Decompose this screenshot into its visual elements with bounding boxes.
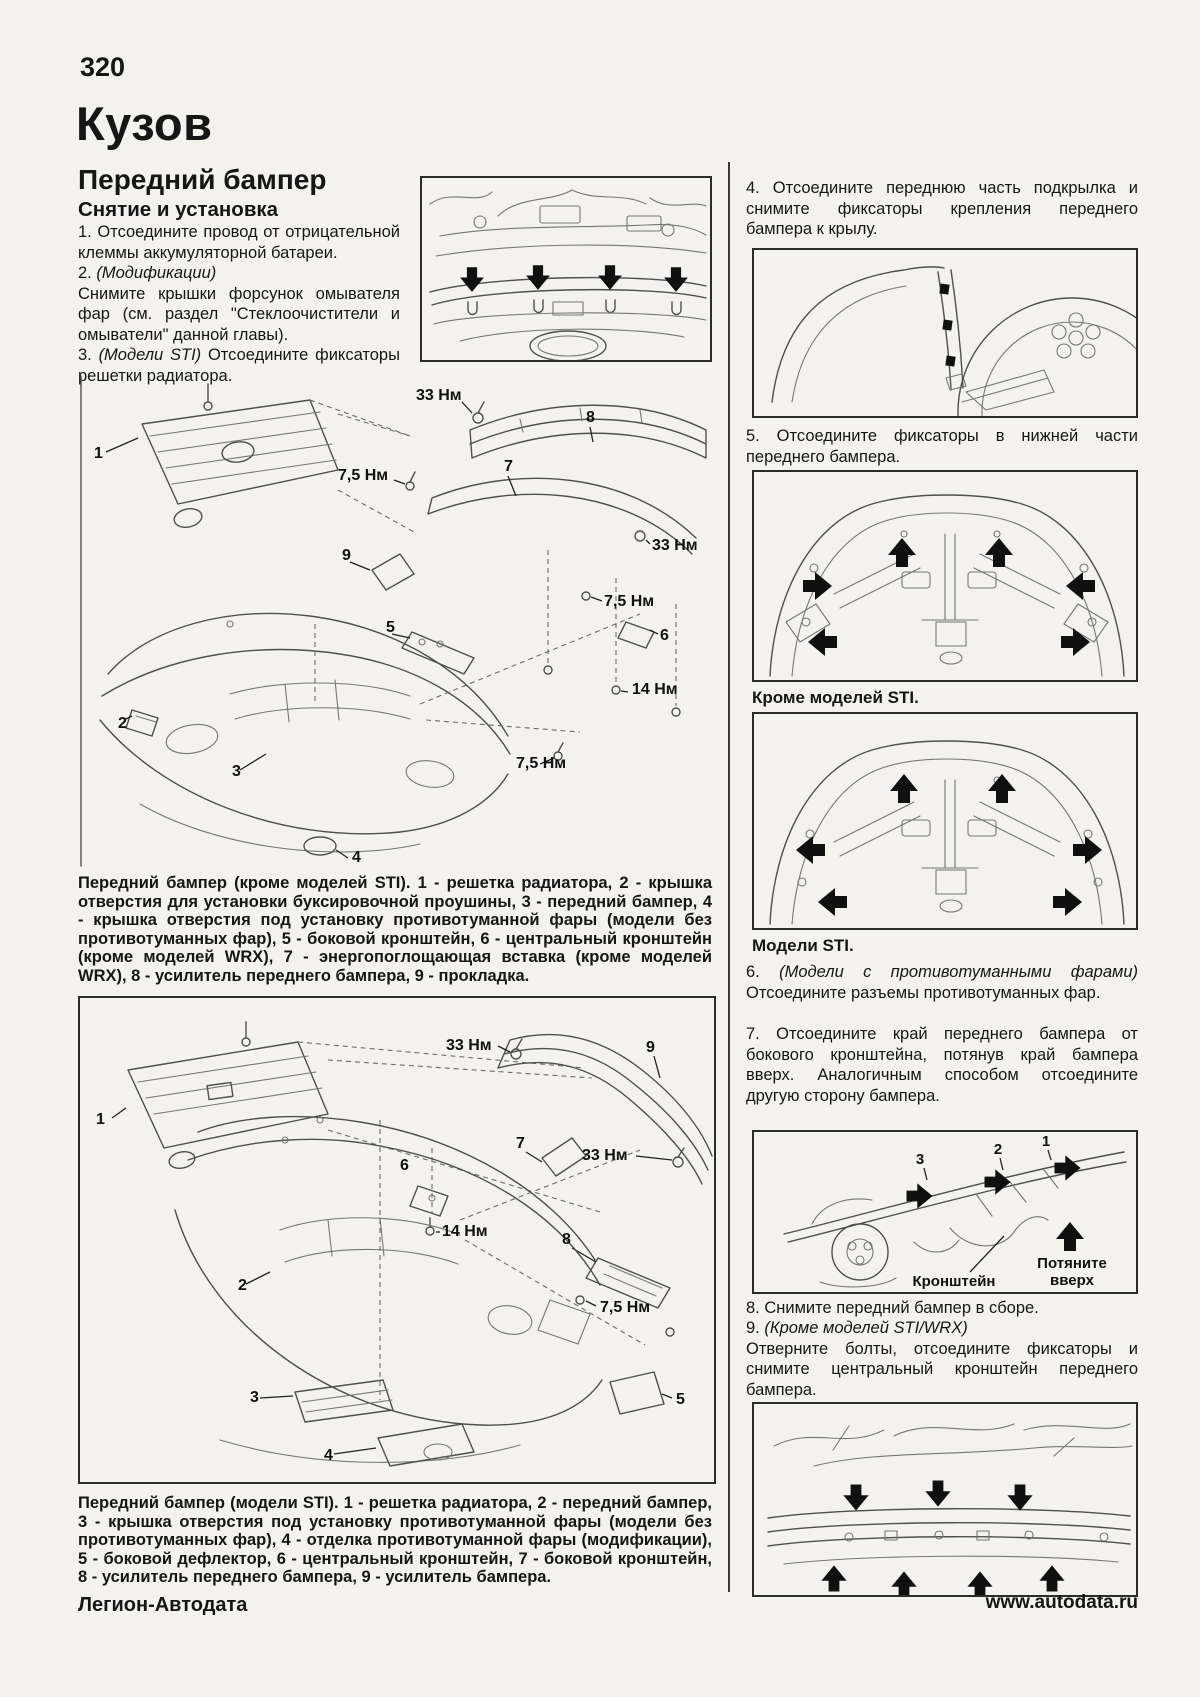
- clip-arrow-icon: [988, 774, 1016, 803]
- step-9-number: 9.: [746, 1319, 765, 1337]
- grille-clips-diagram: [422, 178, 710, 360]
- figure-label: 2: [238, 1277, 247, 1294]
- figure-label: 33 Нм: [652, 537, 698, 554]
- chapter-title: Кузов: [76, 97, 213, 150]
- figure-bracket: [752, 1130, 1138, 1294]
- clip-arrow-icon: [526, 265, 550, 290]
- figure-label: 5: [676, 1391, 685, 1408]
- step-6: [746, 962, 1138, 1003]
- figure-center-bracket: [752, 1402, 1138, 1597]
- step-7: 7. Отсоедините край переднего бампера от бокового кронштейна, потянув край бампера вверх. Аналогичным способом отсоедините другую сторону бампера.: [746, 1025, 1138, 1105]
- figure-label: 7,5 Нм: [338, 467, 389, 484]
- wheel-arch-diagram: [754, 250, 1136, 416]
- step-3-condition: (Модели STI): [98, 346, 202, 364]
- figure-wheel-arch: [752, 248, 1138, 418]
- figure-label: 3: [915, 1151, 925, 1168]
- figure-label: 7,5 Нм: [600, 1299, 651, 1316]
- figure-label: 1: [96, 1111, 105, 1128]
- pull-arrow-icon: [907, 1183, 933, 1208]
- figure-label: 8: [586, 409, 595, 426]
- figure-exploded-non-sti: [80, 372, 716, 870]
- clip-arrow-icon: [1073, 836, 1102, 864]
- clip-arrow-icon: [796, 836, 825, 864]
- left-steps: [78, 222, 400, 386]
- clip-arrow-icon: [460, 267, 484, 292]
- figure-label: Потяните: [1037, 1255, 1107, 1272]
- figure-label: 6: [400, 1157, 409, 1174]
- caption-sti: Модели STI.: [752, 936, 854, 955]
- page-number: 320: [80, 52, 126, 82]
- figure-exploded-sti: [78, 996, 716, 1484]
- figure-label: 33 Нм: [446, 1037, 492, 1054]
- clip-arrow-icon: [925, 1481, 950, 1507]
- clip-arrow-icon: [821, 1565, 846, 1591]
- figure-label: 33 Нм: [582, 1147, 628, 1164]
- figure-label: 7: [504, 458, 513, 475]
- subsection-title: Снятие и установка: [78, 198, 279, 221]
- step-3-text: Отсоедините фиксаторы решетки радиатора.: [78, 346, 400, 385]
- figure-label: 1: [1041, 1133, 1051, 1150]
- exploded-non-sti-diagram: [80, 372, 716, 870]
- clip-arrow-icon: [1039, 1565, 1064, 1591]
- column-divider: [728, 162, 730, 1592]
- clip-arrow-icon: [803, 572, 832, 600]
- underbody-non-sti-diagram: [754, 472, 1136, 680]
- step-6-condition: (Модели с противотуманными фарами): [779, 963, 1138, 981]
- step-1: 1. Отсоедините провод от отрицательной клеммы аккумуляторной батареи.: [78, 223, 400, 262]
- step-9-condition: (Кроме моделей STI/WRX): [764, 1319, 968, 1337]
- clip-arrow-icon: [664, 267, 688, 292]
- pull-up-arrow-icon: [1056, 1222, 1084, 1251]
- step-5: 5. Отсоедините фиксаторы в нижней части переднего бампера.: [746, 427, 1138, 466]
- figure-label: 9: [646, 1039, 655, 1056]
- step-2-condition: (Модификации): [96, 264, 217, 282]
- step-9: [746, 1318, 1138, 1400]
- figure-label: 3: [232, 763, 241, 780]
- clip-arrow-icon: [890, 774, 918, 803]
- figure-label: 6: [660, 627, 669, 644]
- clip-arrow-icon: [843, 1485, 868, 1511]
- step-2: [78, 263, 400, 284]
- figure-label: Кронштейн: [912, 1273, 996, 1290]
- step-4: 4. Отсоедините переднюю часть подкрылка и снимите фиксаторы крепления переднего бампера к крылу.: [746, 179, 1138, 238]
- figure-label: 9: [342, 547, 351, 564]
- figure-label: 33 Нм: [416, 387, 462, 404]
- figure2-caption: Передний бампер (модели STI). 1 - решетка радиатора, 2 - передний бампер, 3 - крышка отверстия под установку противотуманной фары (модели без противотуманных фар), 4 - отделка противотуманной фары (модификации), 5 - боковой дефлектор, 6 - центральный кронштейн, 7 - боковой кронштейн, 8 - усилитель переднего бампера, 9 - усилитель бампера.: [78, 1494, 712, 1587]
- step-2-number: 2.: [78, 264, 97, 282]
- clip-arrow-icon: [1007, 1485, 1032, 1511]
- clip-arrow-icon: [598, 265, 622, 290]
- center-bracket-diagram: [754, 1404, 1136, 1595]
- website-footer: www.autodata.ru: [985, 1592, 1138, 1613]
- figure-label: 7,5 Нм: [516, 755, 567, 772]
- publisher-footer: Легион-Автодата: [78, 1594, 248, 1616]
- step-6-text: Отсоедините разъемы противотуманных фар.: [746, 983, 1101, 1002]
- section-title: Передний бампер: [78, 164, 327, 195]
- figure-label: 2: [993, 1141, 1003, 1158]
- clip-arrow-icon: [818, 888, 847, 916]
- step-2-text: Снимите крышки форсунок омывателя фар (см. раздел "Стеклоочистители и омыватели" данной главы).: [78, 284, 400, 344]
- clip-arrow-icon: [1066, 572, 1095, 600]
- figure-label: 7: [516, 1135, 525, 1152]
- bracket-diagram: [754, 1132, 1136, 1292]
- clip-arrow-icon: [1061, 628, 1090, 656]
- figure-label: 4: [324, 1447, 333, 1464]
- figure-label: 1: [94, 445, 103, 462]
- clip-arrow-icon: [808, 628, 837, 656]
- figure-label: вверх: [1050, 1272, 1094, 1289]
- figure-label: 2: [118, 715, 127, 732]
- figure-label: 3: [250, 1389, 259, 1406]
- figure-label: 14 Нм: [632, 681, 678, 698]
- caption-non-sti: Кроме моделей STI.: [752, 688, 919, 707]
- figure-label: 8: [562, 1231, 571, 1248]
- figure1-caption: Передний бампер (кроме моделей STI). 1 - решетка радиатора, 2 - крышка отверстия для установки буксировочной проушины, 3 - передний бампер, 4 - крышка отверстия под установку противотуманной фары (модели без противотуманных фар), 5 - боковой кронштейн, 6 - центральный кронштейн (кроме моделей WRX), 7 - энергопоглощающая вставка (кроме моделей WRX), 8 - усилитель переднего бампера, 9 - прокладка.: [78, 874, 712, 985]
- step-8: 8. Снимите передний бампер в сборе.: [746, 1299, 1039, 1317]
- underbody-sti-diagram: [754, 714, 1136, 928]
- step-9-text: Отверните болты, отсоедините фиксаторы и снимите центральный кронштейн переднего бампера.: [746, 1339, 1138, 1399]
- figure-label: 7,5 Нм: [604, 593, 655, 610]
- pull-arrow-icon: [1055, 1155, 1081, 1180]
- figure-label: 4: [352, 849, 361, 866]
- clip-arrow-icon: [888, 538, 916, 567]
- clip-arrow-icon: [1053, 888, 1082, 916]
- exploded-sti-diagram: [80, 998, 714, 1482]
- clip-arrow-icon: [985, 538, 1013, 567]
- figure-grille-clips: [420, 176, 712, 362]
- step-6-number: 6.: [746, 963, 780, 981]
- figure-underbody-sti: [752, 712, 1138, 930]
- figure-underbody-non-sti: [752, 470, 1138, 682]
- figure-label: 14 Нм: [442, 1223, 488, 1240]
- figure-label: 5: [386, 619, 395, 636]
- step-3-number: 3.: [78, 346, 99, 364]
